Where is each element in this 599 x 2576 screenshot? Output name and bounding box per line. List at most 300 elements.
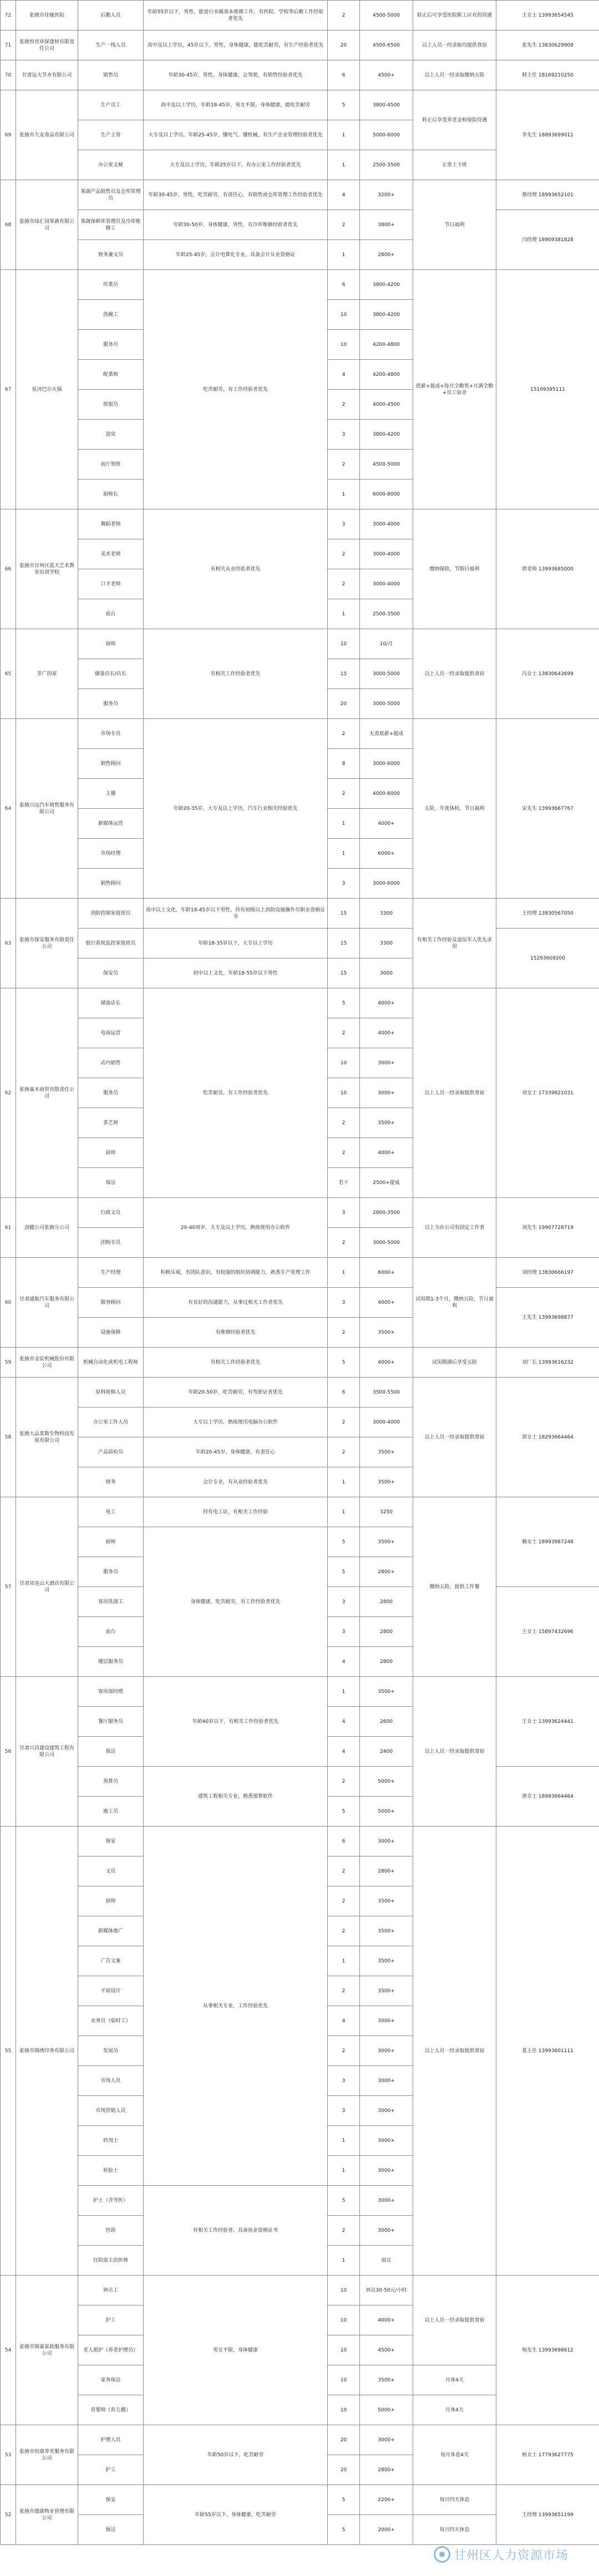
table-row [1, 1677, 599, 1707]
job-welfare: 底薪+提成+每月全勤奖+月满全勤+员工宿舍 [413, 270, 496, 509]
company-name: 张掖市锦绣印务有限公司 [16, 1827, 78, 2276]
job-contact: 蔡经理 18993652101 [496, 180, 599, 210]
job-salary: 2800+ [360, 1557, 413, 1587]
job-contact: 赖女士 18993987248 [496, 1497, 599, 1587]
job-salary: 6000+ [360, 1258, 413, 1288]
job-title: 楼层服务员 [78, 1647, 144, 1677]
job-requirement: 年龄20-35岁，大专及以上学历，汽车行业相关经验优先 [144, 719, 328, 899]
job-salary: 3000+ [360, 2156, 413, 2186]
job-headcount: 4 [328, 2006, 360, 2036]
table-row [1, 1767, 599, 1797]
job-headcount: 2 [328, 2036, 360, 2066]
job-headcount: 2 [328, 1437, 360, 1467]
job-title: 银行系统监控室值班员 [78, 929, 144, 958]
job-welfare: 以上人员一经录取提供食宿 [413, 1827, 496, 2276]
job-title: 厨师 [78, 1886, 144, 1916]
job-welfare: 缴纳五险，提供工作餐 [413, 1497, 496, 1677]
job-salary: 3000-4000 [360, 569, 413, 599]
job-salary: 3000+ [360, 1048, 413, 1078]
job-salary: 2800+ [360, 240, 413, 270]
job-headcount: 2 [328, 1018, 360, 1048]
hr-market-logo-icon [434, 2546, 450, 2563]
job-welfare: 以上人员一经录取提供食宿 [413, 1378, 496, 1497]
watermark [434, 2545, 589, 2564]
job-salary: 3500+ [360, 1318, 413, 1348]
job-requirement: 年龄30-50岁，身体健康，男性，有冷库维修经验者优先 [144, 210, 328, 240]
job-headcount: 15 [328, 929, 360, 958]
company-number: 70 [1, 60, 16, 90]
job-headcount: 3 [328, 2066, 360, 2096]
job-headcount: 3 [328, 1288, 360, 1318]
table-row [1, 60, 599, 90]
job-headcount: 2 [328, 1, 360, 30]
job-requirement: 年龄20-45岁，身体健康，有责任心 [144, 1437, 328, 1467]
company-name: 甘肃远大节水有限公司 [16, 60, 78, 90]
job-welfare: 五险，年度体检，节日福利 [413, 719, 496, 899]
job-title: 财务兼文员 [78, 240, 144, 270]
job-title: 储备店长/店长 [78, 659, 144, 689]
job-salary: 5000+ [360, 1767, 413, 1797]
job-contact: 15293609200 [496, 929, 599, 988]
job-requirement: 初中以上文化，年龄18-55岁以下男性 [144, 958, 328, 988]
job-title: 厨师长 [78, 480, 144, 509]
company-name: 甘肃通航汽车服务有限公司 [16, 1258, 78, 1348]
company-number: 56 [1, 1677, 16, 1827]
job-headcount: 10 [328, 330, 360, 360]
job-headcount: 2 [328, 1228, 360, 1258]
job-headcount: 2 [328, 1318, 360, 1348]
job-salary: 3000-5000 [360, 689, 413, 719]
job-contact: 张先生 13830629909 [496, 30, 599, 60]
job-requirement: 年龄55岁以下，身体健康，吃苦耐劳 [144, 2485, 328, 2545]
job-title: 舞蹈老师 [78, 509, 144, 539]
company-number: 57 [1, 1497, 16, 1677]
job-requirement: 年龄30-45岁，男性，身体健康，会驾驶，有销售经验者优先 [144, 60, 328, 90]
job-title: 服务顾问 [78, 1288, 144, 1318]
job-headcount: 10 [328, 2365, 360, 2395]
table-row [1, 719, 599, 749]
job-salary: 3300 [360, 899, 413, 929]
job-salary: 再议30-50元/小时 [360, 2276, 413, 2305]
company-number: 66 [1, 509, 16, 629]
job-title: 厨师 [78, 1527, 144, 1557]
table-row [1, 1, 599, 30]
job-headcount: 3 [328, 509, 360, 539]
job-welfare: 有相关工作经验及退伍军人优先录用 [413, 899, 496, 988]
job-salary: 3000 [360, 958, 413, 988]
company-number: 60 [1, 1258, 16, 1348]
job-salary: 3500+ [360, 1108, 413, 1138]
job-title: 设施保障 [78, 1318, 144, 1348]
job-salary: 3800-4200 [360, 300, 413, 330]
job-salary: 3500+ [360, 1527, 413, 1557]
job-headcount: 6 [328, 60, 360, 90]
job-headcount: 1 [328, 2246, 360, 2276]
company-name: 张掖恒亮环保建材有限责任公司 [16, 30, 78, 60]
job-salary: 3800+ [360, 210, 413, 240]
company-name: 张掖市九安食品有限公司 [16, 90, 78, 180]
job-welfare: 正常上下班 [413, 150, 496, 180]
job-contact: 王女士 15897432696 [496, 1587, 599, 1677]
job-title: 服务员 [78, 330, 144, 360]
job-headcount: 4 [328, 180, 360, 210]
company-number: 64 [1, 719, 16, 899]
job-welfare: 以上人员一经录取提供食宿 [413, 629, 496, 719]
job-requirement: 年龄18-35岁以下，大专以上学历 [144, 929, 328, 958]
job-headcount: 5 [328, 1797, 360, 1827]
job-title: 餐厅服务员 [78, 1707, 144, 1737]
job-title: 前台 [78, 599, 144, 629]
job-title: 电商运营 [78, 1018, 144, 1048]
job-salary: 3000+ [360, 2006, 413, 2036]
job-headcount: 5 [328, 2186, 360, 2216]
table-row [1, 2425, 599, 2455]
job-headcount: 1 [328, 1677, 360, 1707]
company-number: 71 [1, 30, 16, 60]
job-title: 新媒体运营 [78, 809, 144, 839]
job-contact: 唐女士 18993664464 [496, 1767, 599, 1827]
job-salary: 3000+ [360, 2216, 413, 2246]
table-row [1, 270, 599, 300]
job-headcount: 1 [328, 839, 360, 869]
job-welfare: 月休4天 [413, 2395, 496, 2425]
job-salary: 4200-4800 [360, 330, 413, 360]
table-row [1, 509, 599, 539]
company-name: 甘肃兴昌建设建筑工程有限公司 [16, 1677, 78, 1827]
job-salary: 3500+ [360, 1467, 413, 1497]
job-salary: 2800 [360, 1647, 413, 1677]
job-headcount: 5 [328, 2515, 360, 2545]
job-requirement: 从事相关专业，工作经验优先 [144, 1827, 328, 2186]
job-headcount: 6 [328, 1827, 360, 1856]
job-headcount: 10 [328, 1048, 360, 1078]
job-headcount: 4 [328, 1647, 360, 1677]
company-name: 张掖市佳缘医院 [16, 1, 78, 30]
job-headcount: 1 [328, 480, 360, 509]
company-name: 张掖大品莫斯生物科技发展有限公司 [16, 1378, 78, 1497]
job-salary: 2500-3500 [360, 599, 413, 629]
job-headcount: 2 [328, 1886, 360, 1916]
job-headcount: 2 [328, 569, 360, 599]
job-salary: 4000+ [360, 1018, 413, 1048]
job-contact: 宋先生 13993667767 [496, 719, 599, 899]
job-contact: 郭女士 18293664464 [496, 1378, 599, 1497]
company-name: 张掖市德康物业管理有限公司 [16, 2485, 78, 2545]
table-row [1, 90, 599, 120]
job-contact: 王女士 13993654545 [496, 1, 599, 30]
job-headcount: 20 [328, 689, 360, 719]
job-headcount: 2 [328, 779, 360, 809]
job-salary: 6000-8000 [360, 480, 413, 509]
job-headcount: 1 [328, 1497, 360, 1527]
job-salary: 3000-5000 [360, 659, 413, 689]
job-title: 护士（含导医） [78, 2186, 144, 2216]
job-title: 护理人员 [78, 2425, 144, 2455]
job-title: 客房洗涤工 [78, 1587, 144, 1617]
job-headcount: 1 [328, 240, 360, 270]
company-number: 53 [1, 2425, 16, 2485]
job-title: 服务员 [78, 1078, 144, 1108]
job-welfare: 转正后可享受医院职工应有的待遇 [413, 1, 496, 30]
job-contact: 李先生 18893699011 [496, 90, 599, 180]
job-title: 保洁 [78, 2515, 144, 2545]
job-salary: 2400 [360, 1737, 413, 1767]
job-salary: 4500-5000 [360, 450, 413, 480]
job-salary: 4000+ [360, 1288, 413, 1318]
job-welfare: 月休4天 [413, 2365, 496, 2395]
job-contact: 郭老师 13993685000 [496, 509, 599, 629]
job-headcount: 1 [328, 2126, 360, 2156]
job-title: 口才老师 [78, 569, 144, 599]
job-salary: 3000+ [360, 2126, 413, 2156]
job-title: 保洁 [78, 1168, 144, 1198]
job-headcount: 10 [328, 2395, 360, 2425]
job-headcount: 6 [328, 270, 360, 300]
job-salary: 无责底薪+提成 [360, 719, 413, 749]
job-contact: 刘厂长 13993616232 [496, 1348, 599, 1378]
job-contact: 王经理 13993651199 [496, 2485, 599, 2545]
company-number: 62 [1, 988, 16, 1198]
job-salary: 10/月 [360, 629, 413, 659]
job-title: 厨师 [78, 1138, 144, 1168]
job-welfare: 节日福利 [413, 180, 496, 270]
job-salary: 6000+ [360, 839, 413, 869]
job-headcount: 2 [328, 1108, 360, 1138]
job-title: 保洁 [78, 1737, 144, 1767]
job-welfare: 以上人员一经录取提供食宿 [413, 2276, 496, 2365]
job-headcount: 4 [328, 1707, 360, 1737]
job-welfare: 以上为在公司有固定工作者 [413, 1198, 496, 1258]
job-headcount: 2 [328, 450, 360, 480]
job-headcount: 5 [328, 1527, 360, 1557]
table-row [1, 180, 599, 210]
job-title: 迎宾 [78, 420, 144, 450]
job-title: 保安 [78, 1827, 144, 1856]
job-requirement: 高中以上文化，年龄18-45岁以下男性，持有初级以上消防设施操作员职业资格证书 [144, 899, 328, 929]
job-salary: 3000-4000 [360, 509, 413, 539]
job-salary: 4000+ [360, 988, 413, 1018]
job-welfare: 缴纳保险，节假日福利 [413, 509, 496, 629]
job-welfare: 以上人员一经录取提供食宿 [413, 988, 496, 1198]
job-salary: 3500-5500 [360, 1378, 413, 1407]
job-contact: 王经理 13830567050 [496, 899, 599, 929]
job-welfare: 试用期1-3个月，缴纳五险，节日福利 [413, 1258, 496, 1348]
job-welfare: 每月四天休息 [413, 2485, 496, 2515]
job-contact: 王女士 13993624441 [496, 1677, 599, 1767]
job-requirement: 吃苦耐劳，有工作经验者优先 [144, 270, 328, 509]
job-requirement: 吃苦耐劳，有工作经验者优先 [144, 988, 328, 1198]
job-requirement: 年龄50岁以下，吃苦耐劳 [144, 2425, 328, 2485]
job-requirement: 有相关从业经验者优先 [144, 509, 328, 629]
job-title: 生产员工 [78, 90, 144, 120]
job-welfare: 以上人员一经录取均提供食宿 [413, 30, 496, 60]
job-salary: 4000+ [360, 809, 413, 839]
table-row [1, 2276, 599, 2305]
job-salary: 3000-5000 [360, 1228, 413, 1258]
company-name: 张掖市锦嘉家政服务有限公司 [16, 2276, 78, 2425]
job-title: 钟点工 [78, 2276, 144, 2305]
job-title: 服务员 [78, 1557, 144, 1587]
job-requirement: 有相关工作经验者，具备执业资格证书 [144, 2186, 328, 2276]
job-contact: 刘先生 19907728719 [496, 1198, 599, 1258]
job-title: 服务员 [78, 689, 144, 719]
job-salary: 2800+ [360, 1856, 413, 1886]
job-title: 行政文员 [78, 1198, 144, 1228]
job-headcount: 10 [328, 1078, 360, 1108]
table-row [1, 1258, 599, 1288]
job-salary: 3000+ [360, 2425, 413, 2455]
job-title: 客房部经理 [78, 1677, 144, 1707]
company-name: 星河巴尔火锅 [16, 270, 78, 509]
company-name: 非广的家 [16, 629, 78, 719]
job-salary: 4000-6000 [360, 779, 413, 809]
job-title: 市场经理 [78, 839, 144, 869]
job-title: 销售顾问 [78, 749, 144, 779]
job-requirement: 20-40周岁，大专及以上学历，熟练使用办公软件 [144, 1198, 328, 1258]
job-salary: 3000+ [360, 2096, 413, 2126]
job-headcount: 1 [328, 1946, 360, 1976]
job-salary: 2800 [360, 1587, 413, 1617]
job-title: 医助 [78, 2216, 144, 2246]
job-headcount: 10 [328, 2276, 360, 2305]
job-headcount: 2 [328, 1407, 360, 1437]
job-title: 机械自动化或机电工程师 [78, 1348, 144, 1378]
job-title: 住院部主治医师 [78, 2246, 144, 2276]
job-headcount: 1 [328, 2156, 360, 2186]
job-title: 厨师 [78, 629, 144, 659]
job-salary: 3000+ [360, 2186, 413, 2216]
job-requirement: 大专及以上学历，年龄25岁以下，有办公室工作经验者优先 [144, 150, 328, 180]
job-requirement: 年龄40岁以下，有相关工作经验者优先 [144, 1677, 328, 1767]
job-headcount: 2 [328, 1976, 360, 2006]
job-headcount: 2 [328, 1856, 360, 1886]
job-headcount: 2 [328, 539, 360, 569]
job-salary: 2500-3500 [360, 150, 413, 180]
job-headcount: 若干 [328, 1168, 360, 1198]
job-salary: 3200+ [360, 180, 413, 210]
company-number: 69 [1, 90, 16, 180]
company-name: 张掖市绿汇园果蔬有限公司 [16, 180, 78, 270]
company-name: 张掖市恒康养老服务有限公司 [16, 2425, 78, 2485]
job-contact: 夏主任 13993601111 [496, 1827, 599, 2276]
table-row [1, 929, 599, 958]
company-number: 59 [1, 1348, 16, 1378]
job-requirement: 年龄20-50岁，吃苦耐劳，有驾驶证者优先 [144, 1378, 328, 1407]
job-salary: 2800-3500 [360, 1198, 413, 1228]
job-salary: 3500+ [360, 1946, 413, 1976]
job-headcount: 5 [328, 90, 360, 120]
table-row [1, 988, 599, 1018]
company-number: 54 [1, 2276, 16, 2425]
job-title: 市场营销人员 [78, 2096, 144, 2126]
job-requirement: 建筑工程相关专业，熟悉预算软件 [144, 1767, 328, 1827]
job-title: 配菜师 [78, 360, 144, 390]
job-title: 茶艺师 [78, 1108, 144, 1138]
job-salary: 3250 [360, 1497, 413, 1527]
job-salary: 2800+ [360, 2455, 413, 2485]
job-requirement: 大专以上学历，熟练使用电脑办公软件 [144, 1407, 328, 1437]
job-salary: 3800-4500 [360, 90, 413, 120]
table-row [1, 1198, 599, 1228]
job-title: 市场人员 [78, 2066, 144, 2096]
job-title: 主播 [78, 779, 144, 809]
job-title: 市场专员 [78, 719, 144, 749]
company-number: 58 [1, 1378, 16, 1497]
job-salary: 4000+ [360, 1138, 413, 1168]
job-headcount: 2 [328, 2216, 360, 2246]
job-title: 生产一线人员 [78, 30, 144, 60]
job-salary: 4200-4800 [360, 360, 413, 390]
job-title: 办公室文秘 [78, 150, 144, 180]
job-headcount: 6 [328, 1378, 360, 1407]
job-headcount: 5 [328, 2485, 360, 2515]
job-title: 传菜员 [78, 270, 144, 300]
company-name: 张掖市保安服务有限责任公司 [16, 899, 78, 988]
job-title: 储备店长 [78, 988, 144, 1018]
job-salary: 3500+ [360, 1677, 413, 1707]
job-headcount: 2 [328, 719, 360, 749]
job-title: 洗碗工 [78, 300, 144, 330]
job-headcount: 5 [328, 1557, 360, 1587]
job-headcount: 20 [328, 2425, 360, 2455]
job-title: 消防控制室值班员 [78, 899, 144, 929]
job-title: 美术老师 [78, 539, 144, 569]
job-title: 销售员 [78, 60, 144, 90]
job-headcount: 3 [328, 420, 360, 450]
job-contact: 杨女士 17793627775 [496, 2425, 599, 2485]
job-title: 新媒体推广 [78, 1916, 144, 1946]
job-salary: 4000-4500 [360, 390, 413, 420]
job-title: 家务保洁 [78, 2365, 144, 2395]
job-salary: 4000+ [360, 2305, 413, 2335]
job-contact: 15109395111 [496, 270, 599, 509]
job-title: 销售顾问 [78, 869, 144, 899]
job-salary: 2500+提成 [360, 1168, 413, 1198]
job-welfare: 试用期满后享受五险 [413, 1348, 496, 1378]
job-headcount: 20 [328, 2455, 360, 2485]
job-salary: 3000-6000 [360, 869, 413, 899]
job-salary: 3800-4200 [360, 270, 413, 300]
job-title: 店内销售 [78, 1048, 144, 1078]
job-title: 电工 [78, 1497, 144, 1527]
table-row [1, 1827, 599, 1856]
job-headcount: 4 [328, 360, 360, 390]
job-title: 护工 [78, 2305, 144, 2335]
job-requirement: 男女不限，身体健康 [144, 2276, 328, 2425]
job-headcount: 1 [328, 809, 360, 839]
job-salary: 3000+ [360, 1078, 413, 1108]
job-requirement: 年龄25-45岁，会计电算化专业，具备会计从业资格证 [144, 240, 328, 270]
job-salary: 3000-4000 [360, 1407, 413, 1437]
company-number: 55 [1, 1827, 16, 2276]
job-salary: 4000+ [360, 1348, 413, 1378]
job-headcount: 20 [328, 30, 360, 60]
job-salary: 2000+ [360, 2515, 413, 2545]
job-requirement: 年龄30-45岁，男性，吃苦耐劳，有责任心，有销售或仓库管理工作经验者优先 [144, 180, 328, 210]
job-salary: 3500+ [360, 1886, 413, 1916]
job-headcount: 1 [328, 1258, 360, 1288]
job-title: 原料收购人员 [78, 1378, 144, 1407]
table-row [1, 899, 599, 929]
job-salary: 5000-6000 [360, 120, 413, 150]
job-requirement: 大专及以上学历，年龄25-45岁，懂电气、懂机械，有生产企业管理经验者优先 [144, 120, 328, 150]
job-headcount: 15 [328, 659, 360, 689]
company-number: 63 [1, 899, 16, 988]
job-requirement: 持有电工证，有相关工作经验 [144, 1497, 328, 1527]
job-title: 果蔬产品销售员及仓库管理员 [78, 180, 144, 210]
job-title: 保安员 [78, 958, 144, 988]
job-title: 发展员 [78, 2036, 144, 2066]
